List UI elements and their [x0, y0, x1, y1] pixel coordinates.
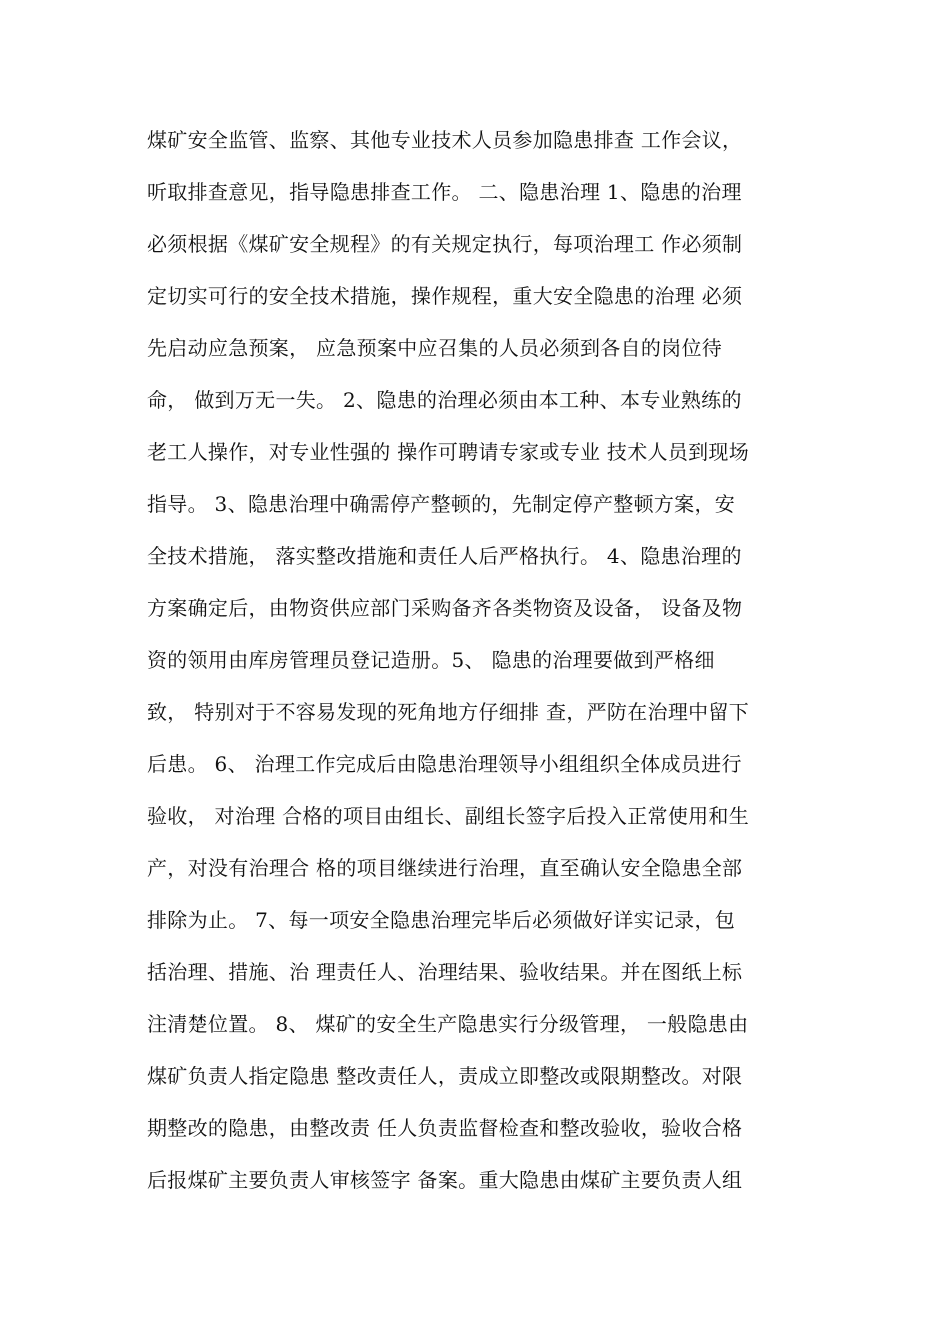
text-line-4: 定切实可行的安全技术措施，操作规程，重大安全隐患的治理 必须 [147, 284, 743, 308]
text-line-3: 必须根据《煤矿安全规程》的有关规定执行，每项治理工 作必须制 [147, 232, 743, 256]
text-line-20: 期整改的隐患，由整改责 任人负责监督检查和整改验收，验收合格 [147, 1116, 743, 1140]
text-line-19: 煤矿负责人指定隐患 整改责任人，责成立即整改或限期整改。对限 [147, 1064, 743, 1088]
text-line-9: 全技术措施， 落实整改措施和责任人后严格执行。 4、隐患治理的 [147, 544, 742, 568]
text-line-13: 后患。 6、 治理工作完成后由隐患治理领导小组组织全体成员进行 [147, 752, 742, 776]
text-line-16: 排除为止。 7、每一项安全隐患治理完毕后必须做好详实记录，包 [147, 908, 736, 932]
text-line-11: 资的领用由库房管理员登记造册。5、 隐患的治理要做到严格细 [147, 648, 715, 672]
body-text [147, 114, 837, 1206]
text-line-10: 方案确定后，由物资供应部门采购备齐各类物资及设备， 设备及物 [147, 596, 743, 620]
text-line-21: 后报煤矿主要负责人审核签字 备案。重大隐患由煤矿主要负责人组 [147, 1168, 743, 1192]
text-line-5: 先启动应急预案， 应急预案中应召集的人员必须到各自的岗位待 [147, 336, 723, 360]
text-line-1: 煤矿安全监管、监察、其他专业技术人员参加隐患排查 工作会议， [147, 128, 743, 152]
text-line-8: 指导。 3、隐患治理中确需停产整顿的，先制定停产整顿方案，安 [147, 492, 736, 516]
text-line-18: 注清楚位置。 8、 煤矿的安全生产隐患实行分级管理， 一般隐患由 [147, 1012, 749, 1036]
text-line-14: 验收， 对治理 合格的项目由组长、副组长签字后投入正常使用和生 [147, 804, 750, 828]
text-line-12: 致， 特别对于不容易发现的死角地方仔细排 查，严防在治理中留下 [147, 700, 750, 724]
text-line-7: 老工人操作，对专业性强的 操作可聘请专家或专业 技术人员到现场 [147, 440, 750, 464]
text-line-6: 命， 做到万无一失。 2、隐患的治理必须由本工种、本专业熟练的 [147, 388, 742, 412]
text-line-15: 产，对没有治理合 格的项目继续进行治理，直至确认安全隐患全部 [147, 856, 743, 880]
text-line-2: 听取排查意见，指导隐患排查工作。 二、隐患治理 1、隐患的治理 [147, 180, 742, 204]
text-line-17: 括治理、措施、治 理责任人、治理结果、验收结果。并在图纸上标 [147, 960, 743, 984]
